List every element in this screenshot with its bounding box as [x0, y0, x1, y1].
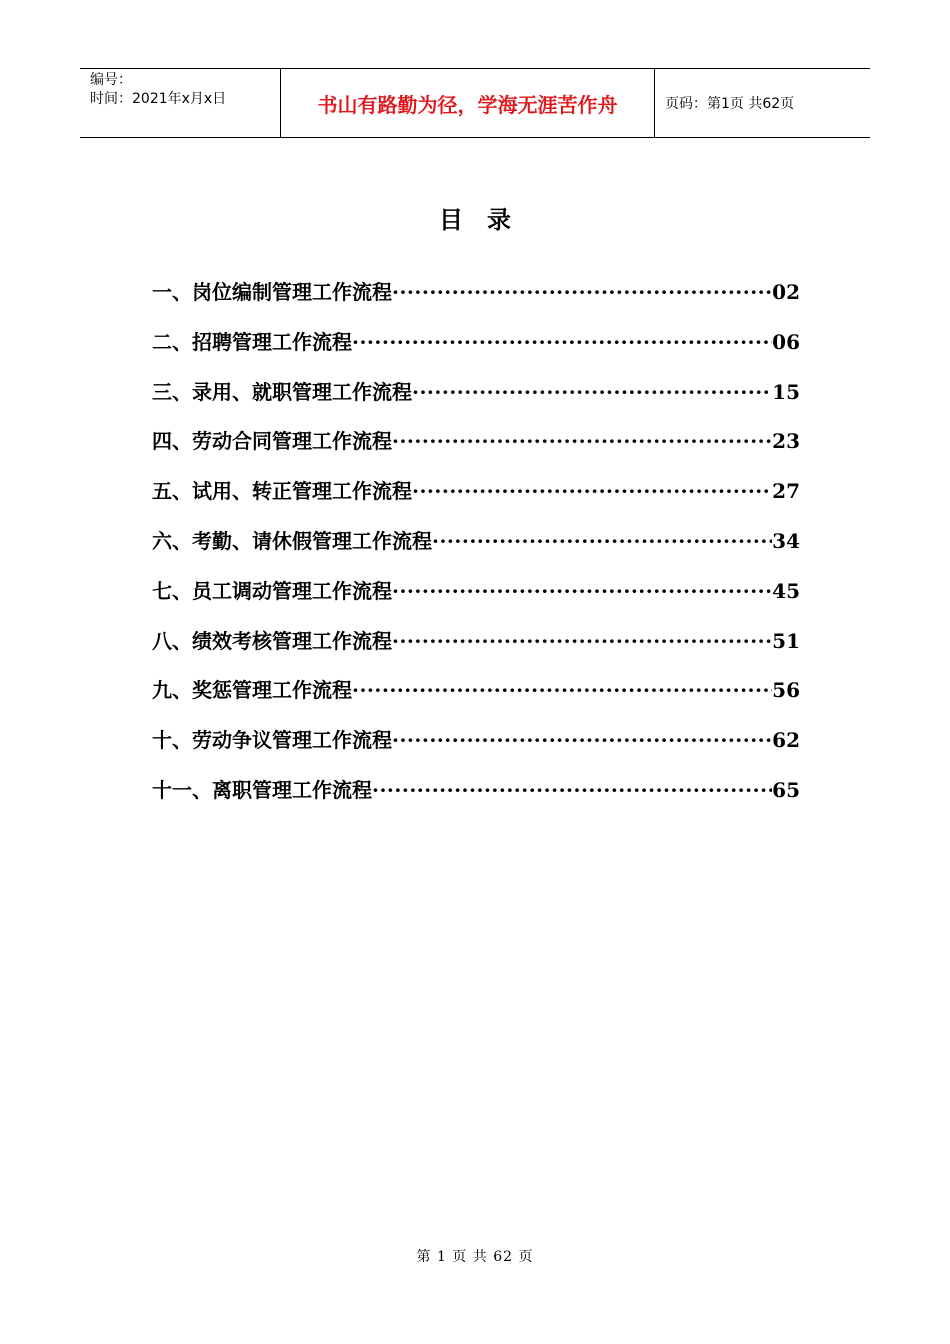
toc-leader-dots: [412, 380, 772, 404]
table-of-contents: [152, 276, 800, 824]
doc-number-label: 编号：: [90, 72, 132, 88]
toc-leader-dots: [412, 479, 772, 503]
toc-item[interactable]: [152, 326, 800, 376]
toc-item-label: 三、录用、就职管理工作流程: [152, 379, 412, 404]
toc-item-page: 34: [772, 528, 800, 553]
toc-leader-dots: [392, 429, 772, 453]
toc-item[interactable]: [152, 724, 800, 774]
toc-item-page: 65: [772, 777, 800, 802]
toc-item[interactable]: [152, 625, 800, 675]
toc-leader-dots: [392, 728, 772, 752]
toc-item-label: 一、岗位编制管理工作流程: [152, 280, 392, 304]
toc-item-page: 06: [772, 329, 800, 354]
toc-leader-dots: [392, 579, 772, 603]
toc-item-label: 二、招聘管理工作流程: [152, 329, 352, 354]
toc-item-page: 56: [772, 678, 800, 703]
toc-item-label: 十、劳动争议管理工作流程: [152, 728, 392, 753]
header-motto: 书山有路勤为径，学海无涯苦作舟: [281, 69, 655, 137]
toc-item[interactable]: [152, 475, 800, 525]
toc-leader-dots: [432, 529, 772, 553]
toc-item[interactable]: [152, 674, 800, 724]
toc-item-label: 八、绩效考核管理工作流程: [152, 628, 392, 653]
toc-leader-dots: [352, 678, 772, 702]
doc-time-label: 时间：2021年x月x日: [90, 91, 227, 107]
toc-title: 目录: [439, 205, 535, 234]
toc-item-label: 九、奖惩管理工作流程: [152, 678, 352, 703]
toc-item-label: 五、试用、转正管理工作流程: [152, 479, 412, 504]
toc-item-page: 62: [772, 728, 800, 753]
toc-leader-dots: [392, 280, 772, 304]
toc-leader-dots: [392, 629, 772, 653]
toc-item[interactable]: [152, 276, 800, 326]
toc-item[interactable]: [152, 425, 800, 475]
toc-item-page: 15: [772, 379, 800, 404]
toc-item-label: 七、员工调动管理工作流程: [152, 578, 392, 603]
toc-item-label: 四、劳动合同管理工作流程: [152, 429, 392, 454]
toc-item-page: 45: [772, 578, 800, 603]
toc-leader-dots: [352, 330, 772, 354]
toc-item[interactable]: [152, 575, 800, 625]
toc-item-page: 27: [772, 479, 800, 504]
header-meta: [80, 69, 281, 137]
toc-item-page: 51: [772, 628, 800, 653]
toc-item-page: 23: [772, 429, 800, 454]
page-footer: 第 1 页 共 62 页: [416, 1249, 534, 1265]
toc-item-page: 02: [772, 280, 800, 304]
toc-item[interactable]: [152, 525, 800, 575]
toc-item-label: 十一、离职管理工作流程: [152, 777, 372, 802]
toc-item[interactable]: [152, 376, 800, 426]
toc-item[interactable]: [152, 774, 800, 824]
toc-leader-dots: [372, 778, 772, 802]
toc-item-label: 六、考勤、请休假管理工作流程: [152, 528, 432, 553]
page-header: [80, 68, 870, 138]
header-page-info: 页码：第1页 共62页: [665, 96, 795, 112]
